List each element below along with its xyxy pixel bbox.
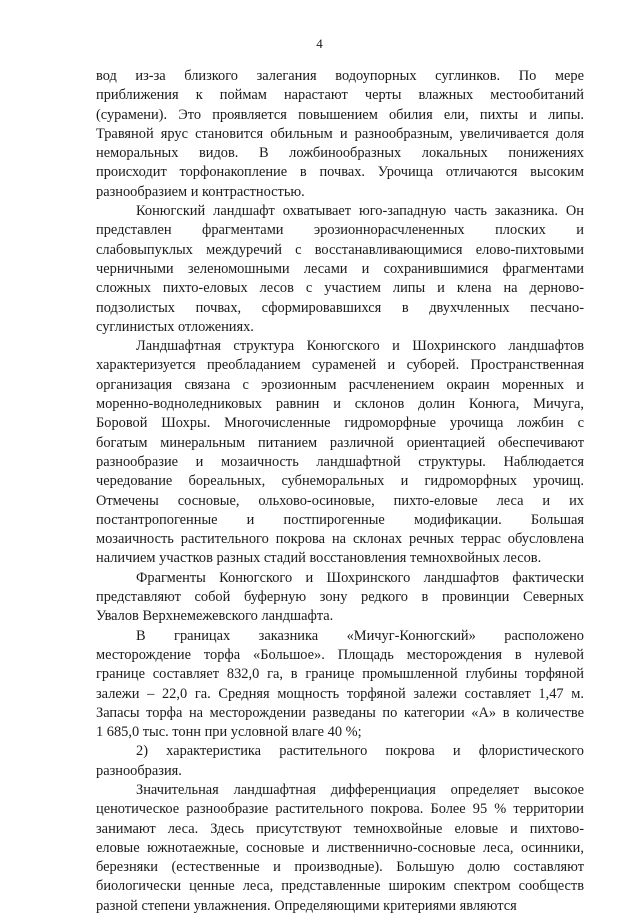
text-line: Значительная ландшафтная дифференциация определяет высокое xyxy=(136,781,584,798)
text-line: Ландшафтная структура Конюгского и Шохринского ландшафтов xyxy=(136,338,584,355)
text-line: моренно-водноледниковых равнин и склонов долин Конюга, Мичуга, xyxy=(96,396,584,413)
text-line: Увалов Верхнемежевского ландшафта. xyxy=(96,608,334,625)
text-line: наличием участков разных стадий восстановления темнохвойных лесов. xyxy=(96,550,542,567)
paragraph xyxy=(96,742,584,781)
text-line: границе составляет 832,0 га, в границе промышленной глубины торфяной xyxy=(96,666,584,683)
text-line: разной степени увлажнения. Определяющими критериями являются xyxy=(96,897,517,914)
text-line: Конюгский ландшафт охватывает юго-западную часть заказника. Он xyxy=(136,203,584,220)
text-line: приближения к поймам нарастают черты влажных местообитаний xyxy=(96,87,584,104)
text-line: Травяной ярус становится обильным и разнообразным, увеличивается доля xyxy=(96,125,584,142)
text-line: месторождение торфа «Большое». Площадь месторождения в нулевой xyxy=(96,646,584,663)
text-line: чередование бореальных, субнеморальных и гидроморфных урочищ. xyxy=(96,473,584,490)
text-line: богатым минеральным питанием различной ориентацией обеспечивают xyxy=(96,434,584,451)
text-line: представляют собой буферную зону редкого в провинции Северных xyxy=(96,589,584,606)
text-line: Фрагменты Конюгского и Шохринского ландшафтов фактически xyxy=(136,569,584,586)
text-line: ценотическое разнообразие растительного покрова. Более 95 % территории xyxy=(96,801,584,818)
text-line: происходит торфонакопление в почвах. Урочища отличаются высоким xyxy=(96,164,584,181)
text-line: разнообразием и контрастностью. xyxy=(96,183,305,200)
paragraph xyxy=(96,202,584,337)
paragraph xyxy=(96,781,584,916)
paragraph xyxy=(96,67,584,202)
text-line: (сурамени). Это проявляется повышением обилия ели, пихты и липы. xyxy=(96,106,584,123)
text-line: еловые южнотаежные, сосновые и лиственнично-сосновые леса, осинники, xyxy=(96,839,584,856)
paragraph xyxy=(96,337,584,569)
text-line: суглинистых отложениях. xyxy=(96,318,254,335)
text-line: В границах заказника «Мичуг-Конюгский» расположено xyxy=(136,627,584,644)
text-line: постантропогенные и постпирогенные модификации. Большая xyxy=(96,511,584,528)
text-line: биологически ценные леса, представленные широким спектром сообществ xyxy=(96,878,584,895)
text-line: вод из-за близкого залегания водоупорных суглинков. По мере xyxy=(96,68,584,84)
text-line: мозаичность растительного покрова на склонах речных террас обусловлена xyxy=(96,531,584,548)
text-line: 2) характеристика растительного покрова и флористического xyxy=(136,743,584,760)
page-number: 4 xyxy=(316,36,323,51)
text-line: Запасы торфа на месторождении разведаны по категории «А» в количестве xyxy=(96,704,584,721)
text-line: залежи – 22,0 га. Средняя мощность торфяной залежи составляет 1,47 м. xyxy=(96,685,584,702)
text-line: представлен фрагментами эрозионнорасчлененных плоских и xyxy=(96,222,584,239)
text-line: неморальных видов. В ложбинообразных локальных понижениях xyxy=(96,145,584,162)
text-line: подзолистых почвах, сформировавшихся в двухчленных песчано- xyxy=(96,299,584,316)
text-line: характеризуется преобладанием сураменей и суборей. Пространственная xyxy=(96,357,584,374)
text-line: Отмечены сосновые, ольхово-осиновые, пихто-еловые леса и их xyxy=(96,492,584,509)
text-line: березняки (естественные и производные). Большую долю составляют xyxy=(96,859,584,876)
paragraph xyxy=(96,569,584,627)
text-line: слабовыпуклых междуречий с восстанавливающимися елово-пихтовыми xyxy=(96,241,584,258)
text-line: разнообразия. xyxy=(96,762,182,779)
document-body xyxy=(96,67,584,916)
text-line: организация связана с эрозионным расчленением окраин моренных и xyxy=(96,376,584,393)
text-line: сложных пихто-еловых лесов с участием липы и клена на дерново- xyxy=(96,280,584,297)
text-line: черничными зеленомошными лесами и сохранившимися фрагментами xyxy=(96,260,584,277)
text-line: занимают леса. Здесь присутствуют темнохвойные еловые и пихтово- xyxy=(96,820,584,837)
text-line: Боровой Шохры. Многочисленные гидроморфные урочища ложбин с xyxy=(96,415,584,432)
paragraph xyxy=(96,627,584,743)
text-line: 1 685,0 тыс. тонн при условной влаге 40 %; xyxy=(96,724,362,741)
text-line: разнообразие и мозаичность ландшафтной структуры. Наблюдается xyxy=(96,453,584,470)
